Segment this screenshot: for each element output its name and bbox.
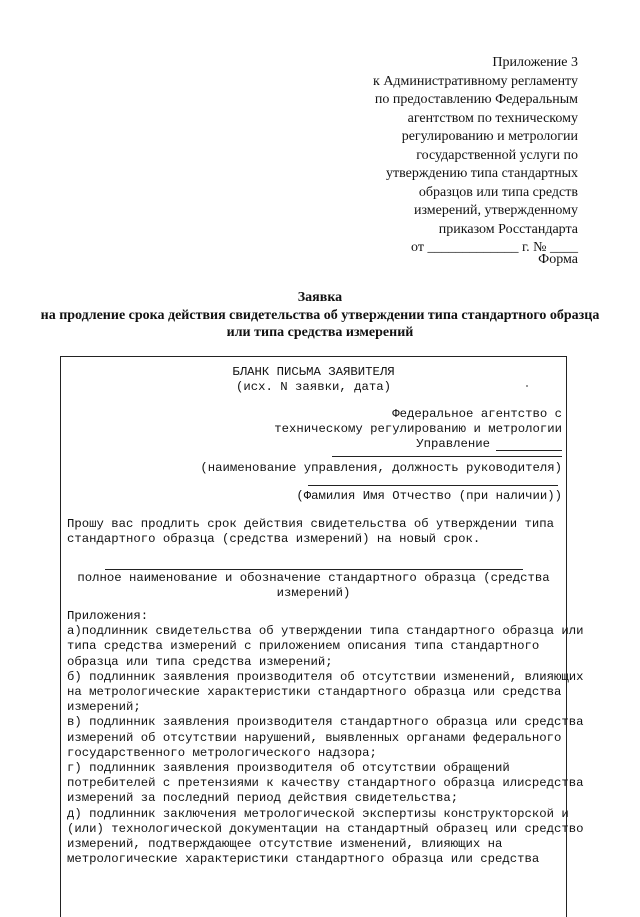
attachment-line: измерений, подтверждающее отсутствие изменений, влияющих на xyxy=(67,837,503,852)
addressee-line-3: Управление xyxy=(416,437,490,451)
attachment-line: б) подлинник заявления производителя об отсутствии изменений, влияющих xyxy=(67,669,584,684)
annex-line: по предоставлению Федеральным xyxy=(374,92,578,107)
attachment-line: метрологические характеристики стандартного образца или средства xyxy=(67,852,540,867)
document-title xyxy=(40,289,600,342)
scan-speck xyxy=(526,385,528,387)
annex-line: государственной услуги по xyxy=(416,147,578,163)
attachment-line: образца или типа средства измерений; xyxy=(67,654,333,669)
manager-blank xyxy=(332,456,562,457)
title-line-2: на продление срока действия свидетельства об утверждении типа стандартного образца xyxy=(40,307,600,323)
attachment-line: измерений; xyxy=(67,700,141,715)
attachment-line: государственного метрологического надзора; xyxy=(67,745,377,760)
annex-date-line: от _____________ г. № ____ xyxy=(411,240,578,255)
addressee-line-1: Федеральное агентство с xyxy=(392,407,562,421)
attachment-line: на метрологические характеристики стандартного образца или средства xyxy=(67,685,562,700)
title-line-3: или типа средства измерений xyxy=(226,325,414,340)
department-blank xyxy=(496,450,562,451)
attachment-line: (или) технологической документации на стандартный образец или средство xyxy=(67,821,584,836)
attachment-line: в) подлинник заявления производителя стандартного образца или средства xyxy=(67,715,584,730)
annex-line: образцов или типа средств xyxy=(418,184,578,200)
attachment-line: г) подлинник заявления производителя об отсутствии обращений xyxy=(67,761,510,776)
attachment-line: а)подлинник свидетельства об утверждении типа стандартного образца или xyxy=(67,624,584,639)
annex-line: приказом Росстандарта xyxy=(438,221,578,237)
name-caption: (Фамилия Имя Отчество (при наличии)) xyxy=(296,489,562,503)
attachments-heading: Приложения: xyxy=(67,609,149,623)
reference-label: (исх. N заявки, дата) xyxy=(236,380,391,394)
request-line-1: Прошу вас продлить срок действия свидетельства об утверждении типа xyxy=(67,517,555,531)
addressee-line-2: техническому регулированию и метрологии xyxy=(274,422,562,436)
form-frame xyxy=(60,356,584,917)
department-caption: (наименование управления, должность руководителя) xyxy=(200,461,562,475)
annex-line: Приложение 3 xyxy=(492,55,578,70)
annex-line: утверждению типа стандартных xyxy=(385,166,578,181)
annex-line: агентством по техническому xyxy=(407,110,578,126)
name-blank xyxy=(308,485,558,486)
item-caption-1: полное наименование и обозначение стандартного образца (средства xyxy=(77,571,550,585)
attachment-line: измерений об отсутствии нарушений, выявленных органами федерального xyxy=(67,730,562,745)
form-label: Форма xyxy=(538,252,578,267)
item-name-blank xyxy=(105,569,523,570)
request-line-2: стандартного образца (средства измерений) на новый срок. xyxy=(67,532,481,546)
item-caption-2: измерений) xyxy=(276,586,351,600)
annex-line: к Административному регламенту xyxy=(373,73,578,89)
attachment-line: д) подлинник заключения метрологической экспертизы конструкторской и xyxy=(67,806,569,821)
attachments-list xyxy=(67,609,584,867)
letterhead-label: БЛАНК ПИСЬМА ЗАЯВИТЕЛЯ xyxy=(232,365,395,379)
attachment-line: потребителей с претензиями к качеству стандартного образца илисредства xyxy=(67,776,584,791)
annex-line: измерений, утвержденному xyxy=(413,203,578,218)
annex-line: регулированию и метрологии xyxy=(401,129,578,144)
title-line-1: Заявка xyxy=(297,290,343,305)
annex-block xyxy=(318,54,578,258)
attachment-line: измерений за последний период действия свидетельства; xyxy=(67,791,459,806)
attachment-line: типа средства измерений с приложением описания типа стандартного xyxy=(67,639,540,654)
